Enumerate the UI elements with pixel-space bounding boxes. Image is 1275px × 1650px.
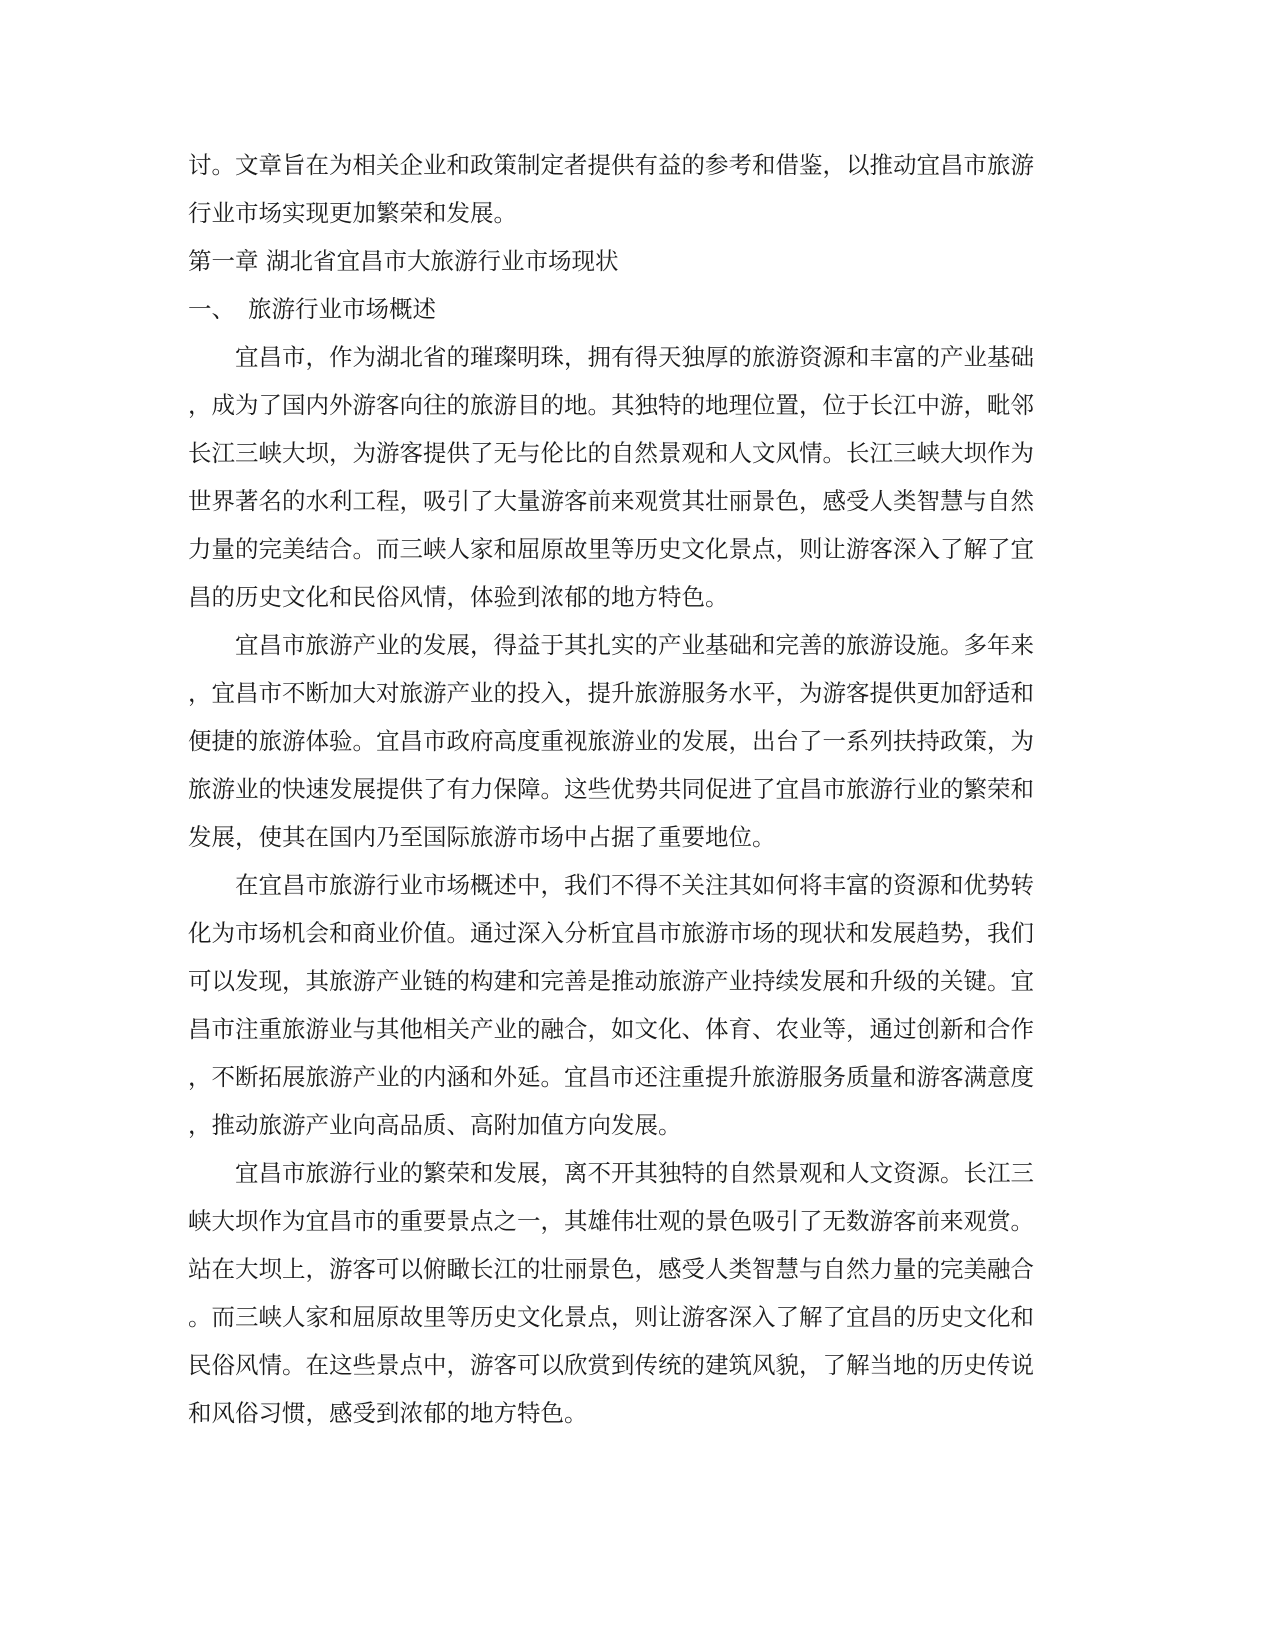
text-line: 发展，使其在国内乃至国际旅游市场中占据了重要地位。 — [188, 823, 776, 851]
body-paragraph — [188, 333, 1088, 621]
text-line: 旅游业的快速发展提供了有力保障。这些优势共同促进了宜昌市旅游行业的繁荣和 — [188, 775, 1034, 803]
text-line: 讨。文章旨在为相关企业和政策制定者提供有益的参考和借鉴，以推动宜昌市旅游 — [188, 151, 1034, 179]
text-line: 长江三峡大坝，为游客提供了无与伦比的自然景观和人文风情。长江三峡大坝作为 — [188, 439, 1034, 467]
body-paragraph — [188, 861, 1088, 1149]
text-line: 站在大坝上，游客可以俯瞰长江的壮丽景色，感受人类智慧与自然力量的完美融合 — [188, 1255, 1034, 1283]
text-line: 宜昌市，作为湖北省的璀璨明珠，拥有得天独厚的旅游资源和丰富的产业基础 — [235, 343, 1034, 371]
document-page — [188, 141, 1088, 1437]
body-paragraph — [188, 621, 1088, 861]
text-line: 昌的历史文化和民俗风情，体验到浓郁的地方特色。 — [188, 583, 729, 611]
text-line: 昌市注重旅游业与其他相关产业的融合，如文化、体育、农业等，通过创新和合作 — [188, 1015, 1034, 1043]
text-line: 行业市场实现更加繁荣和发展。 — [188, 199, 517, 227]
chapter-heading: 第一章 湖北省宜昌市大旅游行业市场现状 — [188, 247, 619, 275]
text-line: 力量的完美结合。而三峡人家和屈原故里等历史文化景点，则让游客深入了解了宜 — [188, 535, 1034, 563]
text-line: 宜昌市旅游行业的繁荣和发展，离不开其独特的自然景观和人文资源。长江三 — [235, 1159, 1034, 1187]
text-line: 可以发现，其旅游产业链的构建和完善是推动旅游产业持续发展和升级的关键。宜 — [188, 967, 1034, 995]
section-title: 旅游行业市场概述 — [248, 295, 436, 323]
text-line: 和风俗习惯，感受到浓郁的地方特色。 — [188, 1399, 588, 1427]
text-line: 峡大坝作为宜昌市的重要景点之一，其雄伟壮观的景色吸引了无数游客前来观赏。 — [188, 1207, 1034, 1235]
text-line: 民俗风情。在这些景点中，游客可以欣赏到传统的建筑风貌，了解当地的历史传说 — [188, 1351, 1034, 1379]
section-number: 一、 — [188, 295, 235, 323]
intro-paragraph — [188, 141, 1088, 237]
text-line: ，不断拓展旅游产业的内涵和外延。宜昌市还注重提升旅游服务质量和游客满意度 — [188, 1063, 1034, 1091]
text-line: 。而三峡人家和屈原故里等历史文化景点，则让游客深入了解了宜昌的历史文化和 — [188, 1303, 1034, 1331]
body-paragraph — [188, 1149, 1088, 1437]
text-line: ，宜昌市不断加大对旅游产业的投入，提升旅游服务水平，为游客提供更加舒适和 — [188, 679, 1034, 707]
text-line: 化为市场机会和商业价值。通过深入分析宜昌市旅游市场的现状和发展趋势，我们 — [188, 919, 1034, 947]
text-line: 宜昌市旅游产业的发展，得益于其扎实的产业基础和完善的旅游设施。多年来 — [235, 631, 1034, 659]
text-line: ，推动旅游产业向高品质、高附加值方向发展。 — [188, 1111, 682, 1139]
text-line: 便捷的旅游体验。宜昌市政府高度重视旅游业的发展，出台了一系列扶持政策，为 — [188, 727, 1034, 755]
section-heading — [188, 285, 1088, 333]
text-line: 在宜昌市旅游行业市场概述中，我们不得不关注其如何将丰富的资源和优势转 — [235, 871, 1034, 899]
text-line: ，成为了国内外游客向往的旅游目的地。其独特的地理位置，位于长江中游，毗邻 — [188, 391, 1034, 419]
text-line: 世界著名的水利工程，吸引了大量游客前来观赏其壮丽景色，感受人类智慧与自然 — [188, 487, 1034, 515]
